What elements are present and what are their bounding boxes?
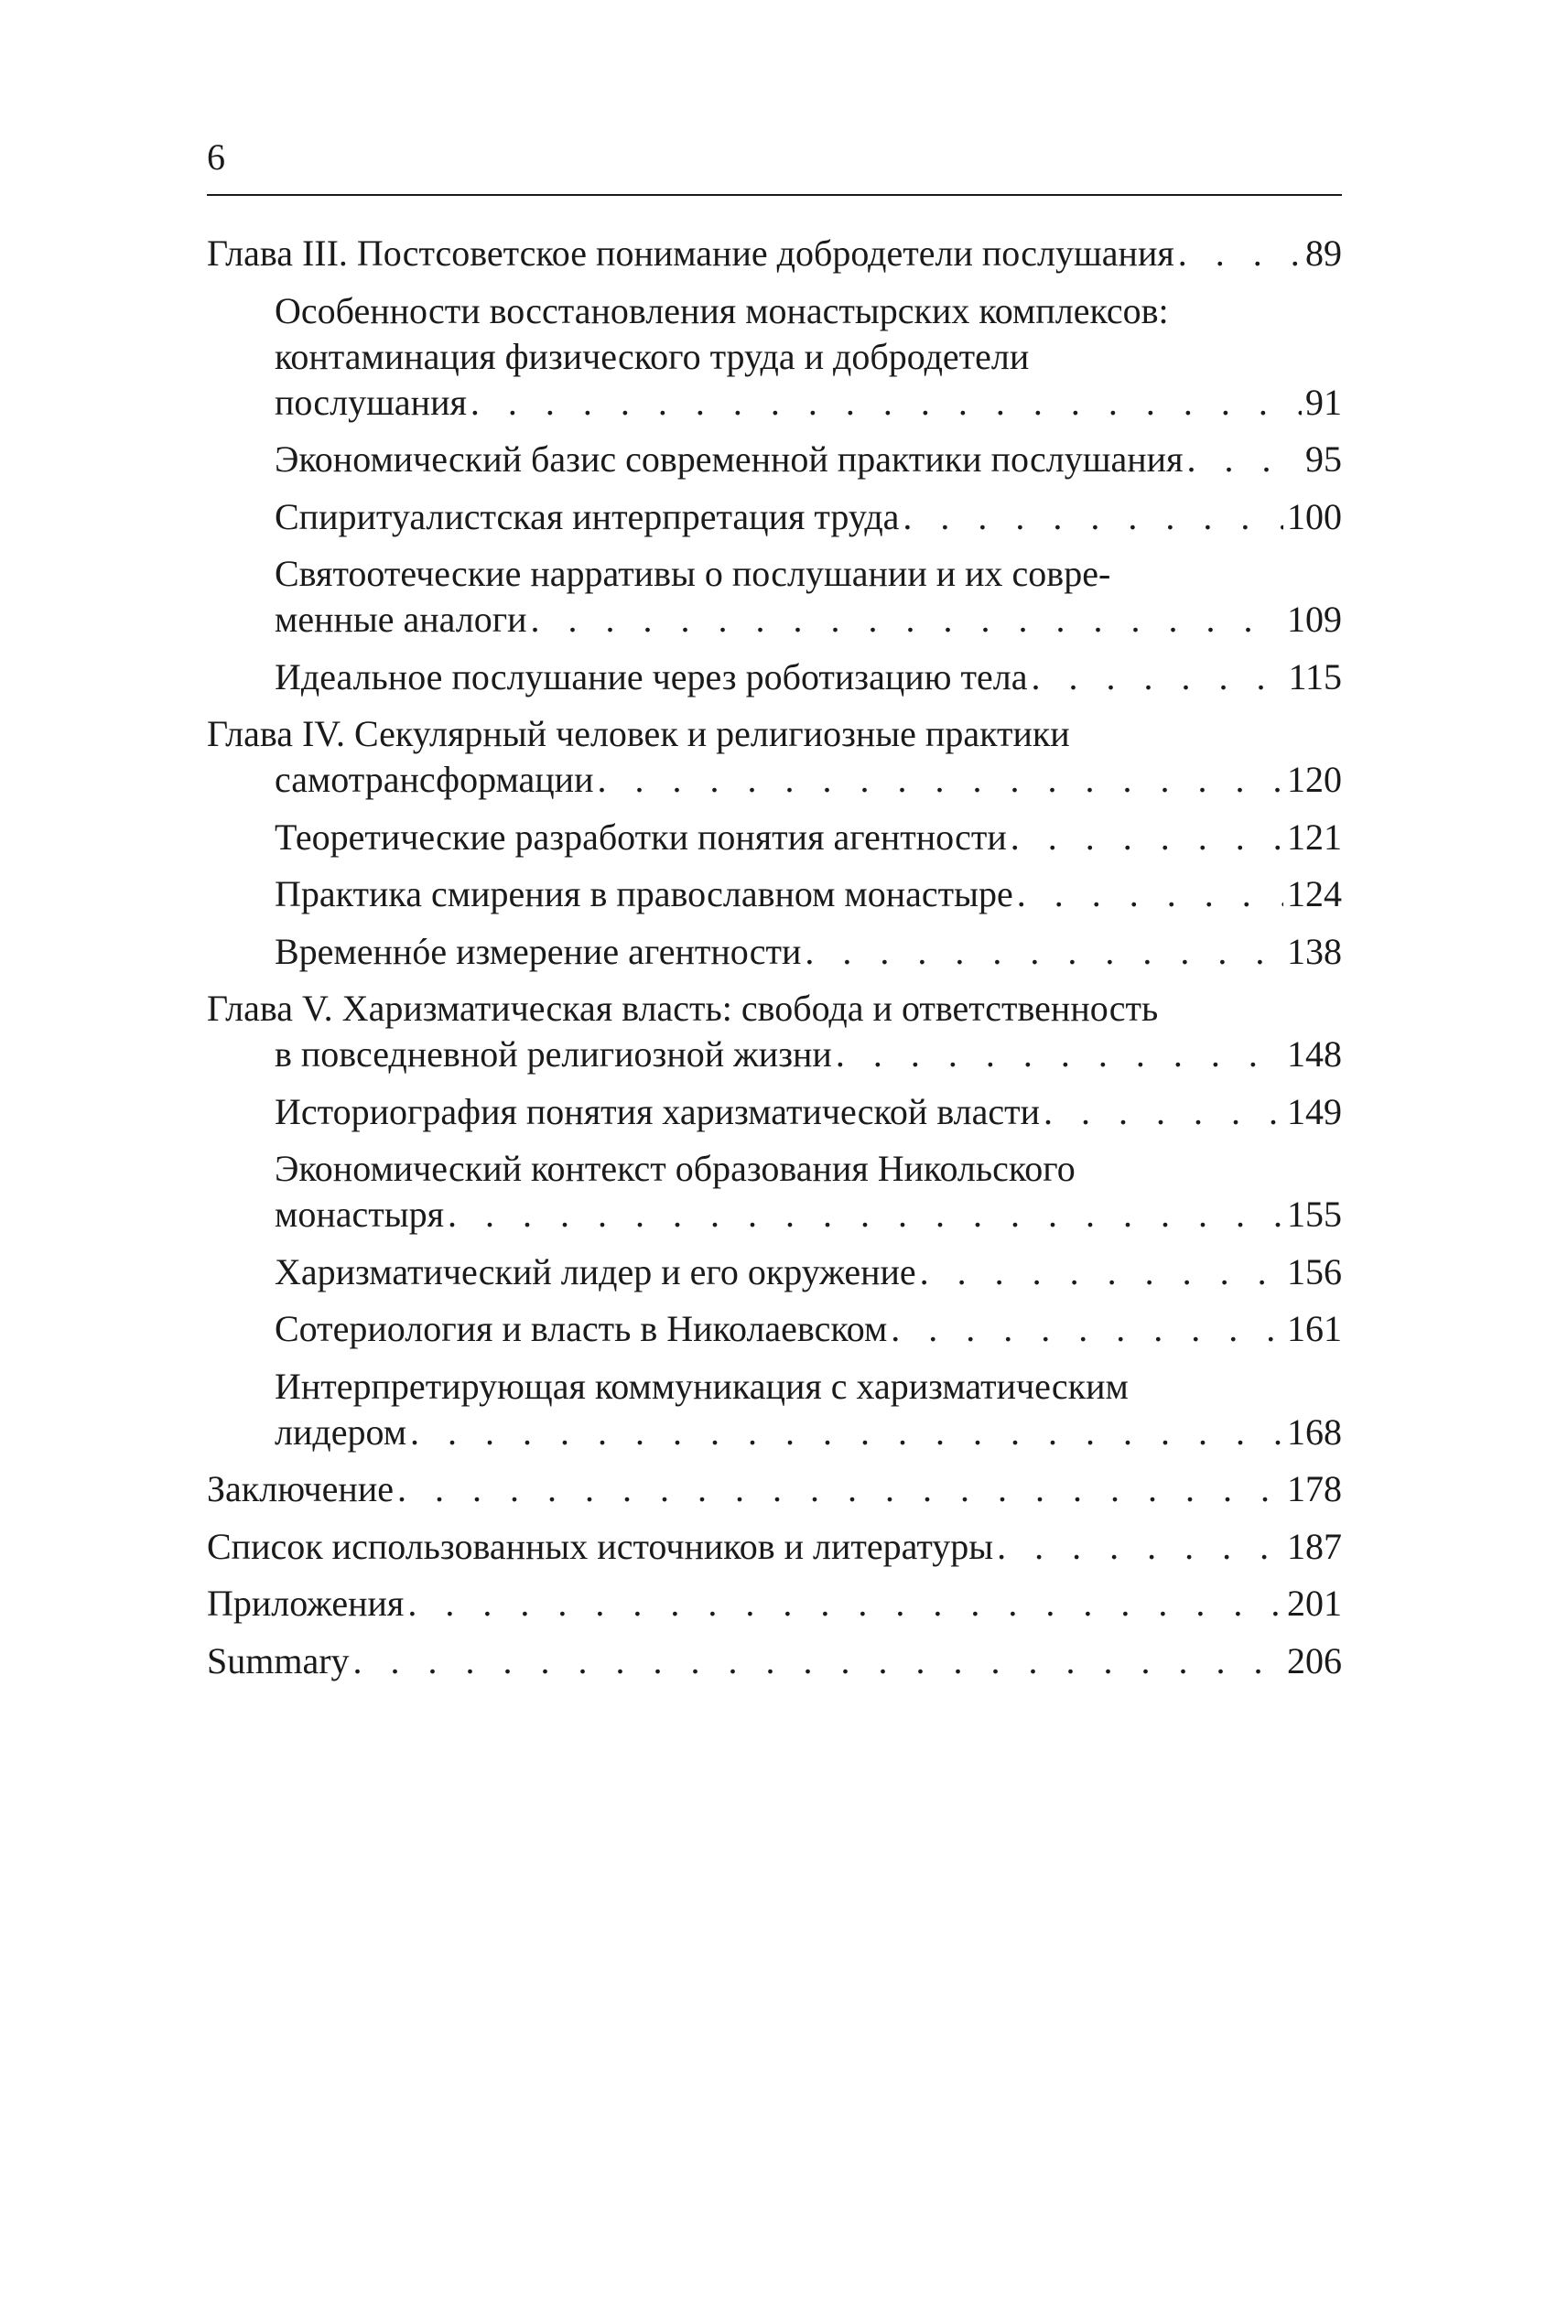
dot-leader [597, 757, 1283, 803]
dot-leader [903, 494, 1283, 540]
toc-entry-title-line: лидером [275, 1411, 407, 1453]
dot-leader [531, 597, 1283, 643]
toc-entry-title-line: Святоотеческие нарративы о послушании и их совре- [275, 553, 1111, 594]
toc-entry-page: 148 [1287, 1033, 1342, 1075]
toc-entry-page: 100 [1287, 495, 1342, 537]
toc-entry-page: 115 [1288, 655, 1342, 697]
toc-summary [207, 1638, 1342, 1684]
toc-section [207, 288, 1342, 426]
dot-leader [1011, 815, 1283, 860]
toc-entry-page: 206 [1287, 1639, 1342, 1681]
toc-entry-title-line: Особенности восстановления монастырских комплексов: [275, 289, 1169, 331]
toc-entry-title: Практика смирения в православном монастыре [275, 873, 1013, 914]
toc-entry-title: Заключение [207, 1468, 394, 1509]
toc-entry-title: Историография понятия харизматической власти [275, 1090, 1041, 1132]
toc-entry-title: Временнóе измерение агентности [275, 930, 802, 972]
table-of-contents [207, 231, 1342, 1684]
toc-section [207, 1364, 1342, 1455]
dot-leader [920, 1249, 1283, 1295]
toc-entry-title: Сотериология и власть в Николаевском [275, 1308, 888, 1349]
toc-entry-title-line: монастыря [275, 1194, 444, 1235]
dot-leader [397, 1466, 1283, 1512]
toc-entry-title: Спиритуалистская интерпретация труда [275, 495, 900, 537]
toc-entry-title-line: в повседневной религиозной жизни [275, 1033, 832, 1075]
toc-entry-title: Харизматический лидер и его окружение [275, 1250, 916, 1292]
toc-section [207, 1306, 1342, 1352]
running-head [207, 137, 1342, 196]
toc-appendices [207, 1581, 1342, 1627]
dot-leader [410, 1410, 1283, 1455]
toc-entry-page: 138 [1287, 930, 1342, 972]
toc-entry-page: 95 [1305, 438, 1342, 480]
dot-leader [448, 1192, 1283, 1238]
toc-entry-title: Приложения [207, 1583, 405, 1624]
toc-section [207, 551, 1342, 643]
toc-entry-title-line: Экономический контекст образования Никольского [275, 1148, 1076, 1189]
toc-entry-title-line: контаминация физического труда и добродетели [275, 335, 1030, 377]
book-page [207, 137, 1342, 1695]
toc-section [207, 1089, 1342, 1135]
toc-chapter-5 [207, 986, 1342, 1077]
toc-entry-page: 121 [1287, 816, 1342, 858]
toc-entry-page: 201 [1287, 1583, 1342, 1624]
toc-entry-page: 187 [1287, 1525, 1342, 1567]
toc-entry-title-line: послушания [275, 381, 467, 423]
toc-section [207, 871, 1342, 917]
toc-entry-page: 149 [1287, 1090, 1342, 1132]
toc-entry-title-line: Глава V. Харизматическая власть: свобода и ответственность [207, 988, 1159, 1029]
toc-section [207, 494, 1342, 540]
dot-leader [1044, 1089, 1283, 1135]
toc-entry-page: 91 [1305, 381, 1342, 423]
toc-entry-page: 109 [1287, 599, 1342, 640]
toc-section [207, 929, 1342, 975]
toc-section [207, 1146, 1342, 1238]
toc-entry-page: 155 [1287, 1194, 1342, 1235]
dot-leader [407, 1581, 1283, 1627]
dot-leader [1032, 654, 1285, 700]
toc-entry-title: Теоретические разработки понятия агентности [275, 816, 1007, 858]
toc-chapter-3 [207, 231, 1342, 276]
toc-entry-title: Глава III. Постсоветское понимание добродетели послушания [207, 232, 1174, 274]
toc-entry-page: 178 [1287, 1468, 1342, 1509]
toc-entry-page: 156 [1287, 1250, 1342, 1292]
toc-entry-title: Идеальное послушание через роботизацию тела [275, 655, 1028, 697]
dot-leader [1178, 231, 1302, 276]
dot-leader [805, 929, 1283, 975]
dot-leader [353, 1638, 1283, 1684]
toc-entry-title: Summary [207, 1639, 350, 1681]
page-number: 6 [207, 136, 225, 178]
toc-entry-page: 168 [1287, 1411, 1342, 1453]
toc-section [207, 1249, 1342, 1295]
toc-entry-title: Экономический базис современной практики послушания [275, 438, 1184, 480]
toc-entry-title-line: Глава IV. Секулярный человек и религиозные практики [207, 713, 1070, 754]
toc-chapter-4 [207, 711, 1342, 803]
toc-entry-page: 124 [1287, 873, 1342, 914]
dot-leader [891, 1306, 1283, 1352]
dot-leader [997, 1524, 1283, 1570]
dot-leader [470, 380, 1302, 426]
toc-section [207, 654, 1342, 700]
toc-entry-page: 120 [1287, 759, 1342, 800]
toc-section [207, 437, 1342, 482]
toc-bibliography [207, 1524, 1342, 1570]
toc-conclusion [207, 1466, 1342, 1512]
dot-leader [1186, 437, 1302, 482]
toc-entry-title-line: Интерпретирующая коммуникация с харизматическим [275, 1365, 1129, 1407]
toc-entry-page: 89 [1305, 232, 1342, 274]
toc-entry-title: Список использованных источников и литературы [207, 1525, 994, 1567]
toc-section [207, 815, 1342, 860]
toc-entry-title-line: самотрансформации [275, 759, 594, 800]
toc-entry-title-line: менные аналоги [275, 599, 527, 640]
dot-leader [836, 1032, 1283, 1077]
toc-entry-page: 161 [1287, 1308, 1342, 1349]
dot-leader [1017, 871, 1283, 917]
